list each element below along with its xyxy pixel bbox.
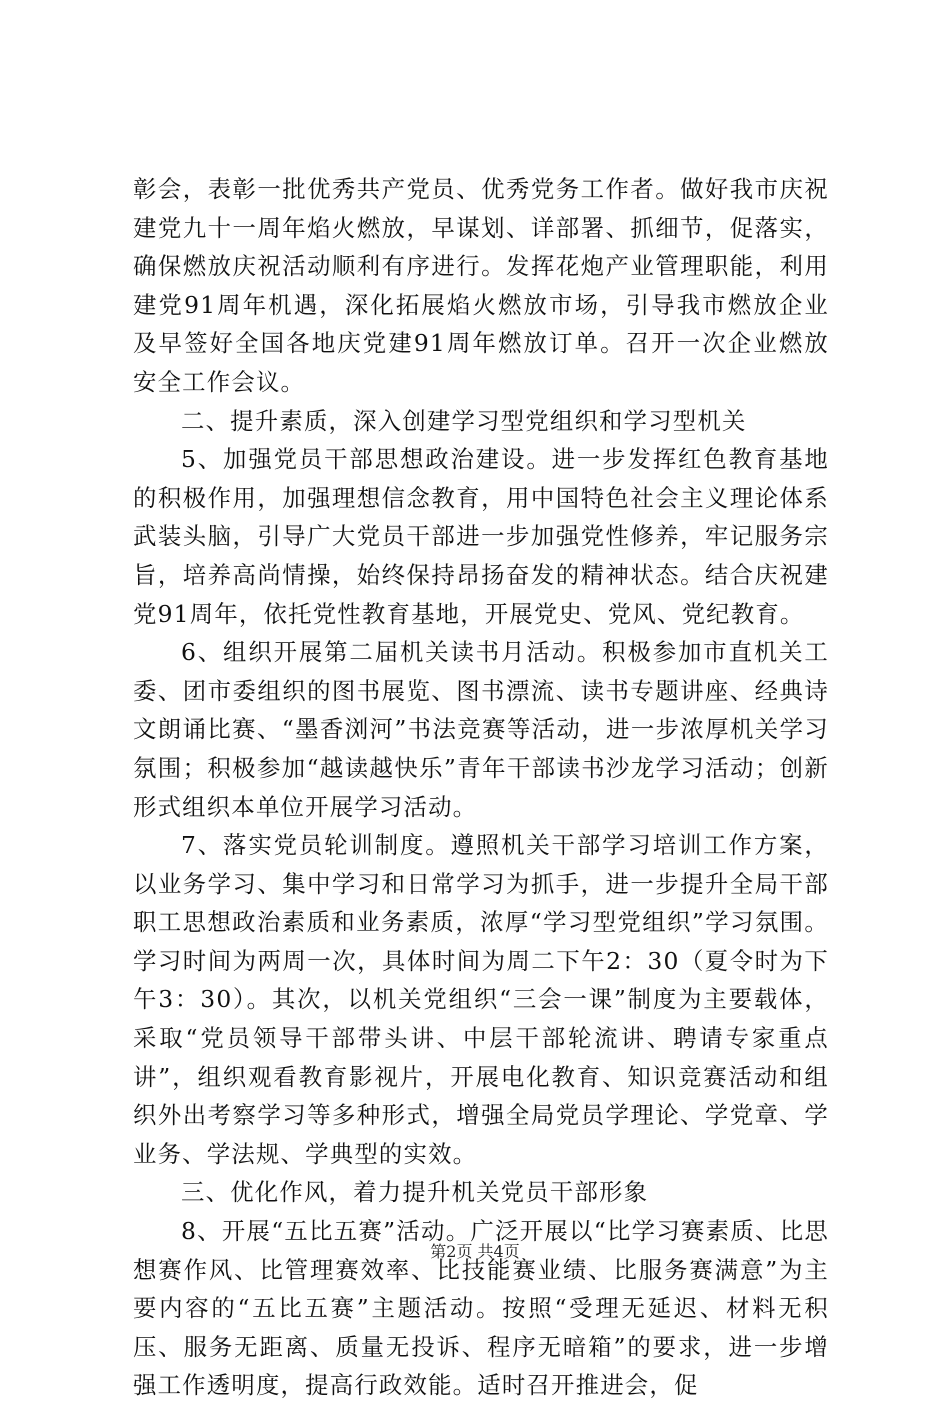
paragraph-item-5: 5、加强党员干部思想政治建设。进一步发挥红色教育基地的积极作用，加强理想信念教育，用中国特色社会主义理论体系武装头脑，引导广大党员干部进一步加强党性修养，牢记服务宗旨，培养高尚情操，始终保持昂扬奋发的精神状态。结合庆祝建党91周年，依托党性教育基地，开展党史、党风、党纪教育。 bbox=[133, 445, 829, 628]
page-number-footer: 第2页 共4页 bbox=[430, 1242, 520, 1261]
paragraph-continuation: 彰会，表彰一批优秀共产党员、优秀党务工作者。做好我市庆祝建党九十一周年焰火燃放，早谋划、详部署、抓细节，促落实，确保燃放庆祝活动顺利有序进行。发挥花炮产业管理职能，利用建党91周年机遇，深化拓展焰火燃放市场，引导我市燃放企业及早签好全国各地庆党建91周年燃放订单。召开一次企业燃放安全工作会议。 bbox=[133, 175, 829, 396]
section-heading-3: 三、优化作风，着力提升机关党员干部形象 bbox=[181, 1178, 649, 1207]
section-heading-2: 二、提升素质，深入创建学习型党组织和学习型机关 bbox=[181, 406, 747, 435]
paragraph-item-8: 8、开展“五比五赛”活动。广泛开展以“比学习赛素质、比思想赛作风、比管理赛效率、比技能赛业绩、比服务赛满意”为主要内容的“五比五赛”主题活动。按照“受理无延迟、材料无积压、服务无距离、质量无投诉、程序无暗箱”的要求，进一步增强工作透明度，提高行政效能。适时召开推进会，促 bbox=[133, 1217, 829, 1400]
paragraph-item-7: 7、落实党员轮训制度。遵照机关干部学习培训工作方案，以业务学习、集中学习和日常学习为抓手，进一步提升全局干部职工思想政治素质和业务素质，浓厚“学习型党组织”学习氛围。学习时间为两周一次，具体时间为周二下午2：30（夏令时为下午3：30）。其次，以机关党组织“三会一课”制度为主要载体，采取“党员领导干部带头讲、中层干部轮流讲、聘请专家重点讲”，组织观看教育影视片，开展电化教育、知识竞赛活动和组织外出考察学习等多种形式，增强全局党员学理论、学党章、学业务、学法规、学典型的实效。 bbox=[133, 831, 829, 1168]
paragraph-item-6: 6、组织开展第二届机关读书月活动。积极参加市直机关工委、团市委组织的图书展览、图书漂流、读书专题讲座、经典诗文朗诵比赛、“墨香浏河”书法竞赛等活动，进一步浓厚机关学习氛围；积极参加“越读越快乐”青年干部读书沙龙学习活动；创新形式组织本单位开展学习活动。 bbox=[133, 638, 829, 821]
document-body bbox=[133, 170, 829, 1405]
